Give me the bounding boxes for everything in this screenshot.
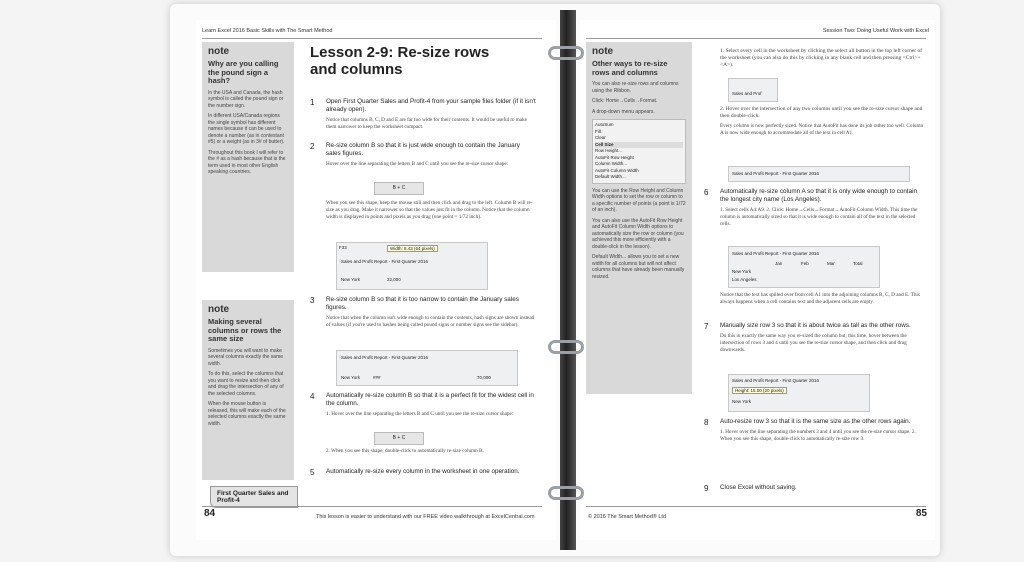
step-heading: Auto-resize row 3 so that it is the same size as the other rows again. [720,418,911,425]
step-1 [310,98,536,131]
sheet-city-cell: New York [732,399,752,404]
step-5-part1 [720,48,925,69]
excel-screenshot-hash [336,350,518,386]
excel-screenshot-width [336,242,488,290]
left-footer-text: This lesson is easier to understand with our FREE video walkthrough at ExcelCentral.com [316,514,535,520]
note-sidebar-same-size [202,300,294,480]
width-tooltip: Width: 8.43 (64 pixels) [387,245,438,252]
autofit-screenshot [728,166,910,182]
step-number: 8 [704,418,709,427]
note-heading: Other ways to re-size rows and columns [592,59,668,77]
note-text: Click: Home→Cells→Format. [592,98,658,105]
right-footer-text: © 2016 The Smart Method® Ltd [588,514,667,520]
note-text: When the mouse button is released, this will make each of the selected columns exactly the same width. [208,401,286,427]
binder-ring-middle [548,340,584,354]
sheet-value-cell: 22,000 [387,277,401,282]
step-4 [310,392,536,418]
left-header-rule [202,38,542,39]
step-text: Do this in exactly the same way you re-sized the column but, this time, hover between the intersection of rows 3 and 4 until you see the re-size cursor shape, and then click and drag downwards. [720,333,907,353]
left-page [196,20,556,540]
sheet-month: Jan [775,261,783,266]
note-text: Sometimes you will want to make several columns exactly the same width. [208,347,284,367]
sheet-title-cell: Sales and Profit Report - First Quarter 2016 [341,259,429,264]
step-number: 3 [310,296,315,305]
note-text: To do this, select the columns that you want to resize and then click and drag the intersection of any of the selected columns. [208,371,284,397]
sheet-city-cell: New York [341,277,361,282]
note-text: You can use the Row Height and Column Width options to set the row or column to a specific number of points (a point is 1/72 of an inch). [592,187,686,214]
format-dropdown-menu [592,119,686,184]
right-footer-rule [586,506,926,507]
right-running-header: Session Two: Doing Useful Work with Excel [822,28,929,34]
left-running-header: Learn Excel 2016 Basic Skills with The Smart Method [202,28,333,34]
step-heading: Automatically re-size column A so that it is only wide enough to contain the longest city name (Los Angeles). [720,188,918,204]
step-heading: Automatically re-size column B so that it is a perfect fit for the widest cell in the column. [326,392,534,408]
menu-item: AutoFit Column Width [595,167,639,173]
step-text: 2. Hover over the intersection of any two columns until you see the re-size cursor shape and then double-click. [720,106,923,120]
select-all-screenshot [728,78,778,102]
note-sidebar-hash [202,42,294,272]
step-text: Notice that columns B, C, D and E are far too wide for their contents. It would be useful to make them narrower to keep the worksheet compact. [326,117,527,131]
sheet-title-cell: Sales and Profit Report - First Quarter 2016 [341,355,429,360]
note-tag: note [592,46,614,57]
menu-item: Fill [595,128,601,134]
binder-ring-bottom [548,486,584,500]
step-number: 2 [310,142,315,151]
left-page-number: 84 [204,508,216,519]
step-text: 1. Hover over the line separating the numbers 3 and 4 until you see the re-size cursor shape. 2. When you see this shape, double-click to automatically re-size row 3. [720,429,916,442]
sheet-title-cell: Sales and Profit Report - First Quarter 2016 [732,171,820,176]
binder-spine [560,10,576,550]
note-tag: note [208,46,230,57]
note-text: In different USA/Canada regions the single symbol has different names because it can be used to denote a number (as in contestant #5) or a weight (as in 3# of butter). [208,113,285,146]
step-text: Every column is now perfectly sized. Notice that AutoFit has done its job rather too well. Column A is now wide enough to accommodate all of the text in cell A1. [720,123,924,137]
sheet-city-cell: New York [341,375,361,380]
menu-item: AutoSum [595,122,614,128]
step-8 [704,418,925,443]
step-number: 6 [704,188,709,197]
step-5 [310,468,536,477]
height-tooltip: Height: 15.00 (20 pixels) [732,387,787,394]
binder-ring-top [548,46,584,60]
lesson-title: Lesson 2-9: Re-size rows and columns [310,44,490,79]
step-text: Notice that the text has spilled over from cell A1 into the adjoining columns B, C, D and E. This always happens when a cell contains text and the adjacent cells are empty. [720,292,920,305]
sheet-title-cell: Sales and Profit Report - First Quarter 2016 [732,378,820,383]
menu-section-label: Cell Size [595,142,683,149]
left-footer-rule [202,506,542,507]
note-heading: Why are you calling the pound sign a hash? [208,59,279,86]
step-heading: Manually size row 3 so that it is about twice as tall as the other rows. [720,322,911,329]
note-sidebar-other-ways [586,42,692,394]
menu-item: Default Width... [595,174,626,180]
sheet-hash-cell: ### [373,375,381,380]
note-text: You can also use the AutoFit Row Height and AutoFit Column Width options to automatically size the row or column (you achieved this more efficiently with a double-click in the lesson). [592,217,684,250]
right-page [580,20,935,540]
note-heading: Making several columns or rows the same size [208,317,282,344]
step-9 [704,484,925,493]
step-2 [310,142,536,168]
step-text: 1. Select every cell in the worksheet by clicking the select all button in the top left corner of the worksheet (you can also do this by clicking in any blank cell and then pressing <Ctrl>+<A>). [720,48,923,69]
step-6 [704,188,925,228]
note-text: A drop-down menu appears. [592,108,655,115]
name-box: F33 [339,245,347,250]
menu-item: Column Width... [595,161,628,167]
sheet-title-cell: Sales and Profit Report - First Quarter 2016 [732,251,820,256]
autofit-range-screenshot [728,246,880,288]
step-number: 4 [310,392,315,401]
menu-item: Clear [595,135,606,141]
step-7 [704,322,925,353]
menu-item: Row Height... [595,148,623,154]
step-text: Notice that when the column isn't wide enough to contain the contents, hash signs are shown instead of values (if you're used to hashes being called pound signs or number signs see the sidebar). [326,315,535,329]
sheet-city-cell: Los Angeles [732,277,757,282]
step-text: 2. When you see this shape, double-click to automatically re-size column B. [326,448,484,454]
resize-cursor-image: B + C [374,182,424,195]
note-text: You can also re-size rows and columns using the Ribbon. [592,81,679,94]
note-text: Throughout this book I will refer to the # as a hash because that is the term used in most other English speaking countries. [208,149,286,176]
row-height-screenshot [728,374,870,412]
sheet-cell: Sales and Prof [732,91,762,96]
step-3 [310,296,536,329]
step-2-detail [326,200,536,220]
step-text: 1. Hover over the line separating the letters B and C until you see the re-size cursor shape: [326,411,514,418]
right-page-number: 85 [915,508,927,519]
step-heading: Re-size column B so that it is just wide enough to contain the January sales figures. [326,142,520,158]
step-heading: Close Excel without saving. [720,484,797,491]
sheet-month: Total [853,261,863,266]
step-heading: Open First Quarter Sales and Profit-4 from your sample files folder (if it isn't already open). [326,98,536,114]
step-number: 5 [310,468,315,477]
step-heading: Re-size column B so that it is too narrow to contain the January sales figures. [326,296,519,312]
step-text: 1. Select cells A4:A9. 2. Click: Home→Cells→Format→AutoFit Column Width. This time the column is automatically sized so that it is wide enough to contain all of the text in the selected cells. [720,207,918,227]
step-text: When you see this shape, keep the mouse still and then click and drag to the left. Column B will re-size as you drag. Make it narrower so that the values just fit in the column. Notice that the column width is displayed in points and pixels as you drag (one point = 1/72 inch). [326,200,533,220]
note-text: In the USA and Canada, the hash symbol is called the pound sign or the number sign. [208,89,284,109]
step-number: 7 [704,322,709,331]
notice-paragraph [720,292,925,306]
step-number: 1 [310,98,315,107]
step-4-detail [326,448,536,455]
step-heading: Automatically re-size every column in the worksheet in one operation. [326,468,520,475]
sheet-total-cell: 70,000 [477,375,491,380]
note-text: Default Width... allows you to set a new width for all columns but will not affect columns that have already been manually resized. [592,254,685,280]
note-tag: note [208,304,230,315]
step-text: Hover over the line separating the letters B and C until you see the re-size cursor shape: [326,161,509,168]
resize-cursor-image: B + C [374,432,424,445]
sample-file-label: First Quarter Sales and Profit-4 [210,486,298,508]
menu-item: AutoFit Row Height [595,154,634,160]
right-header-rule [586,38,926,39]
sheet-city-cell: New York [732,269,752,274]
sheet-month: Feb [801,261,809,266]
step-number: 9 [704,484,709,493]
step-5-part2 [720,106,925,137]
sheet-month: Mar [827,261,835,266]
